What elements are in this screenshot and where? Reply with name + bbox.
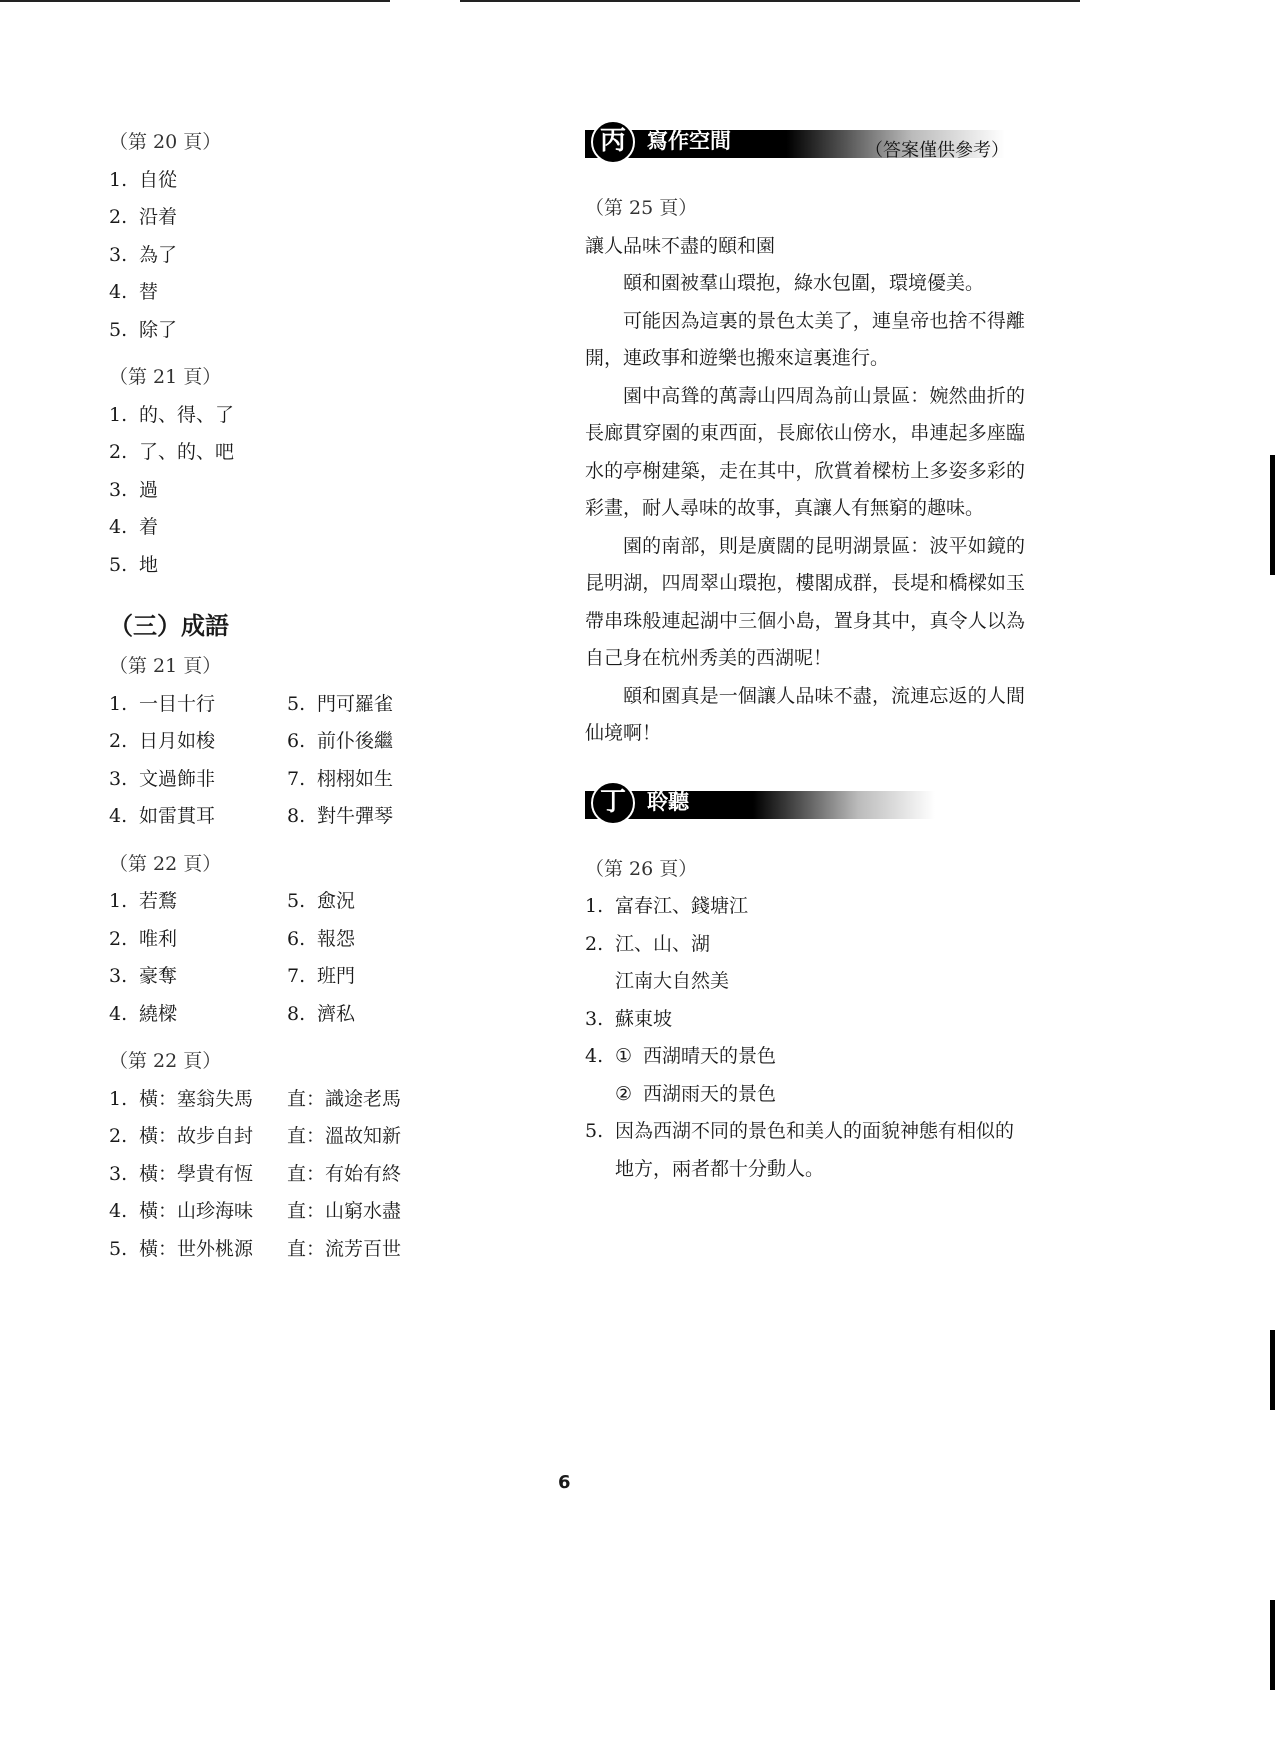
section-title: 聆聽 bbox=[647, 789, 689, 814]
vertical-answer: 直：識途老馬 bbox=[287, 1087, 402, 1110]
scan-line-top-right bbox=[460, 0, 1080, 2]
essay-paragraph: 頤和園被羣山環抱，綠水包圍，環境優美。 bbox=[623, 272, 985, 294]
list-item: 2. 日月如梭 bbox=[109, 730, 216, 752]
horizontal-answer: 2. 橫：故步自封 bbox=[109, 1125, 254, 1147]
section-heading: （三）成語 bbox=[109, 612, 229, 640]
list-item: 8. 濟私 bbox=[287, 1002, 356, 1025]
essay-paragraph: 頤和園真是一個讓人品味不盡，流連忘返的人間仙境啊！ bbox=[585, 684, 1025, 744]
list-item: 3. 豪奪 bbox=[109, 965, 178, 987]
answer-grid bbox=[109, 686, 549, 836]
list-item: 1. 若鶩 bbox=[109, 890, 178, 912]
section-badge: 丁 bbox=[591, 781, 635, 825]
essay-paragraph: 可能因為這裏的景色太美了，連皇帝也捨不得離開，連政事和遊樂也搬來這裏進行。 bbox=[585, 309, 1025, 369]
horizontal-answer: 1. 橫：塞翁失馬 bbox=[109, 1087, 254, 1110]
list-item-continuation: ② 西湖雨天的景色 bbox=[615, 1082, 777, 1105]
vertical-answer: 直：有始有終 bbox=[287, 1162, 402, 1185]
list-item: 5. 地 bbox=[109, 553, 159, 576]
page-ref: （第 21 頁） bbox=[109, 655, 222, 677]
list-item: 1. 一目十行 bbox=[109, 692, 216, 715]
list-item: 5. 因為西湖不同的景色和美人的面貌神態有相似的地方，兩者都十分動人。 bbox=[585, 1120, 1015, 1180]
list-item-continuation: 江南大自然美 bbox=[615, 970, 730, 992]
crossword-answer-grid bbox=[109, 1081, 549, 1269]
list-item: 4. ① 西湖晴天的景色 bbox=[585, 1045, 777, 1067]
page-ref: （第 25 頁） bbox=[585, 197, 698, 219]
page-ref: （第 22 頁） bbox=[109, 1050, 222, 1072]
list-item: 5. 愈況 bbox=[287, 890, 356, 912]
list-item: 5. 門可羅雀 bbox=[287, 692, 394, 715]
answer-grid bbox=[109, 883, 549, 1033]
list-item: 7. 班門 bbox=[287, 965, 356, 987]
list-item: 2. 了、的、吧 bbox=[109, 441, 235, 463]
section-banner-writing bbox=[585, 120, 1025, 164]
page-number: 6 bbox=[558, 1472, 571, 1493]
answer-list bbox=[109, 397, 549, 585]
horizontal-answer: 5. 橫：世外桃源 bbox=[109, 1237, 254, 1260]
page-ref: （第 22 頁） bbox=[109, 852, 222, 875]
vertical-answer: 直：溫故知新 bbox=[287, 1125, 402, 1147]
list-item: 8. 對牛彈琴 bbox=[287, 805, 394, 827]
margin-bar bbox=[1270, 1330, 1275, 1410]
page-ref: （第 26 頁） bbox=[585, 857, 698, 880]
banner-bar bbox=[585, 791, 935, 819]
list-item: 3. 過 bbox=[109, 478, 159, 501]
list-item: 2. 唯利 bbox=[109, 927, 178, 950]
list-item: 6. 報怨 bbox=[287, 927, 356, 950]
section-banner-listening bbox=[585, 781, 1025, 825]
list-item: 2. 沿着 bbox=[109, 206, 178, 228]
list-item: 1. 自從 bbox=[109, 168, 178, 191]
list-item: 4. 替 bbox=[109, 281, 159, 303]
horizontal-answer: 3. 橫：學貴有恆 bbox=[109, 1162, 254, 1185]
list-item: 5. 除了 bbox=[109, 318, 178, 341]
list-item: 3. 為了 bbox=[109, 243, 178, 266]
list-item: 2. 江、山、湖 bbox=[585, 932, 711, 955]
answer-list bbox=[109, 162, 549, 350]
list-item: 6. 前仆後繼 bbox=[287, 730, 394, 752]
section-title: 寫作空間 bbox=[647, 129, 731, 154]
left-column bbox=[109, 124, 549, 1268]
page-ref: （第 21 頁） bbox=[109, 366, 222, 388]
margin-bar bbox=[1270, 1600, 1275, 1690]
list-item: 1. 富春江、錢塘江 bbox=[585, 895, 749, 917]
list-item: 3. 蘇東坡 bbox=[585, 1007, 673, 1030]
page-ref: （第 20 頁） bbox=[109, 131, 222, 153]
list-item: 3. 文過飾非 bbox=[109, 767, 216, 790]
vertical-answer: 直：山窮水盡 bbox=[287, 1200, 402, 1222]
essay-paragraph: 園的南部，則是廣闊的昆明湖景區：波平如鏡的昆明湖，四周翠山環抱，樓閣成群，長堤和橋樑如玉帶串珠般連起湖中三個小島，置身其中，真令人以為自己身在杭州秀美的西湖呢！ bbox=[585, 534, 1025, 669]
vertical-answer: 直：流芳百世 bbox=[287, 1237, 402, 1260]
listening-answer-list bbox=[585, 888, 1025, 1188]
scan-line-top bbox=[0, 0, 390, 2]
horizontal-answer: 4. 橫：山珍海味 bbox=[109, 1200, 254, 1222]
section-badge: 丙 bbox=[591, 120, 635, 164]
list-item: 4. 着 bbox=[109, 516, 159, 538]
list-item: 4. 繞樑 bbox=[109, 1002, 178, 1025]
list-item: 4. 如雷貫耳 bbox=[109, 805, 216, 827]
essay-paragraph: 園中高聳的萬壽山四周為前山景區：婉然曲折的長廊貫穿園的東西面，長廊依山傍水，串連起多座臨水的亭榭建築，走在其中，欣賞着樑枋上多姿多彩的彩畫，耐人尋味的故事，真讓人有無窮的趣味。 bbox=[585, 384, 1025, 519]
list-item: 1. 的、得、了 bbox=[109, 403, 235, 426]
right-column bbox=[585, 120, 1025, 1188]
reference-note: （答案僅供參考） bbox=[865, 140, 1009, 161]
margin-bar bbox=[1270, 455, 1275, 575]
essay-title: 讓人品味不盡的頤和園 bbox=[585, 234, 776, 257]
list-item: 7. 栩栩如生 bbox=[287, 767, 394, 790]
